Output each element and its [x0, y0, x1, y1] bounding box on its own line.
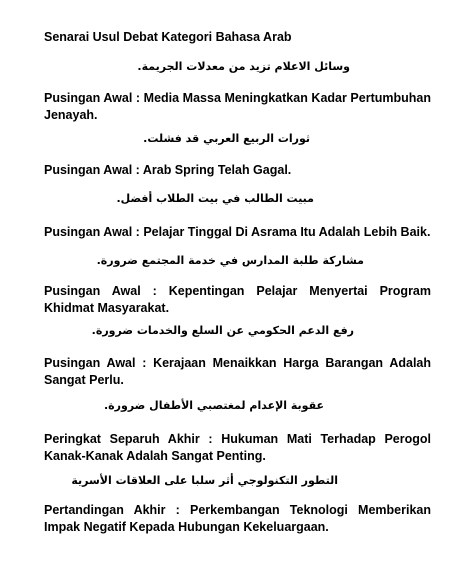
motion-7-arabic: التطور التكنولوجي أثر سلبا على العلاقات الأسرية	[71, 474, 338, 487]
motion-5-round: Pusingan Awal : Kerajaan Menaikkan Harga Barangan Adalah Sangat Perlu.	[44, 356, 431, 387]
motion-6-arabic: عقوبة الإعدام لمغتصبي الأطفال ضرورة.	[104, 399, 324, 412]
motion-3-round: Pusingan Awal : Pelajar Tinggal Di Asrama Itu Adalah Lebih Baik.	[44, 225, 431, 239]
document-title: Senarai Usul Debat Kategori Bahasa Arab	[44, 30, 292, 44]
motion-1-arabic: وسائل الاعلام تزيد من معدلات الجريمة.	[137, 60, 350, 73]
motion-1-round: Pusingan Awal : Media Massa Meningkatkan Kadar Pertumbuhan Jenayah.	[44, 91, 431, 122]
motion-6-round: Peringkat Separuh Akhir : Hukuman Mati Terhadap Perogol Kanak-Kanak Adalah Sangat Penting.	[44, 432, 431, 463]
motion-4-round: Pusingan Awal : Kepentingan Pelajar Menyertai Program Khidmat Masyarakat.	[44, 284, 431, 315]
motion-2-arabic: ثورات الربيع العربي قد فشلت.	[143, 132, 310, 145]
motion-4-arabic: مشاركة طلبة المدارس في خدمة المجتمع ضرورة.	[96, 254, 364, 267]
motion-2-round: Pusingan Awal : Arab Spring Telah Gagal.	[44, 163, 292, 177]
motion-5-arabic: رفع الدعم الحكومي عن السلع والخدمات ضرورة.	[91, 324, 354, 337]
motion-3-arabic: مبيت الطالب في بيت الطلاب أفضل.	[116, 192, 314, 205]
motion-7-round: Pertandingan Akhir : Perkembangan Teknologi Memberikan Impak Negatif Kepada Hubungan Kekeluargaan.	[44, 503, 431, 534]
